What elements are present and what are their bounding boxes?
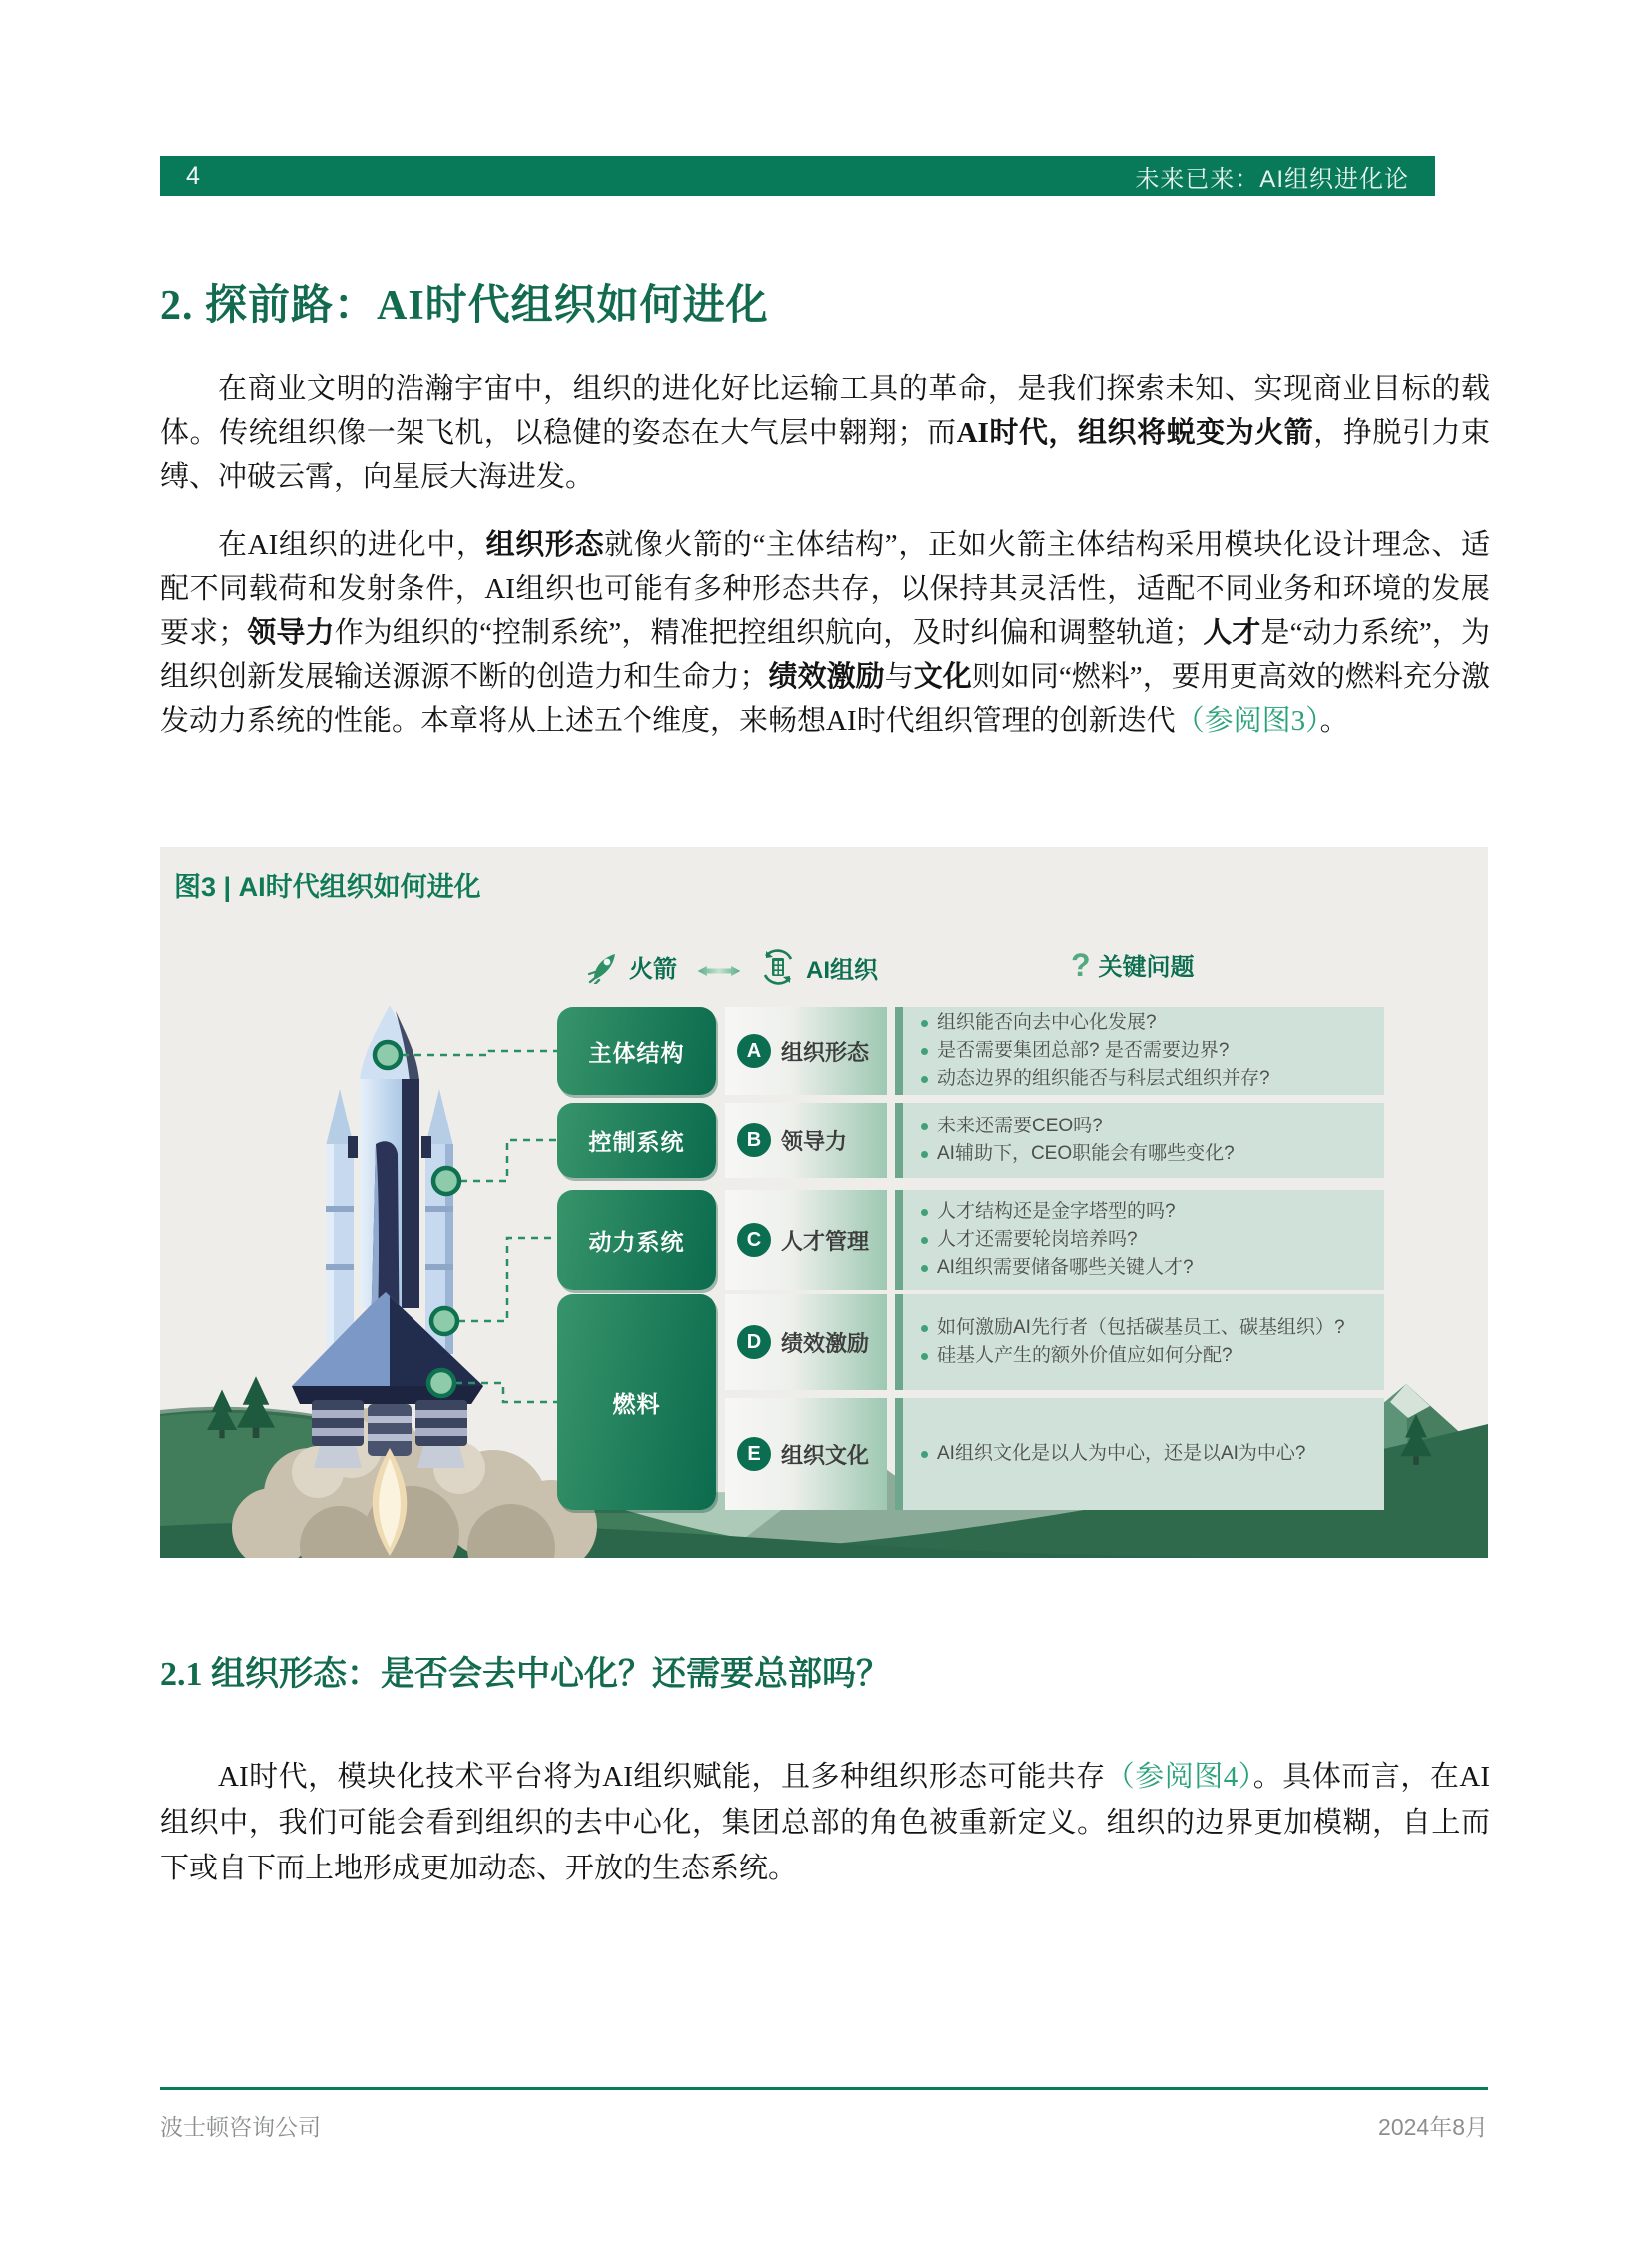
body-text: 与 <box>884 661 914 693</box>
emphasis-text: 文化 <box>913 661 972 693</box>
question-item: AI组织文化是以人为中心，还是以AI为中心? <box>919 1440 1305 1468</box>
figure-title: 图3 | AI时代组织如何进化 <box>174 872 481 902</box>
anchor-dot <box>375 1042 459 1396</box>
dimension-name: 绩效激励 <box>781 1330 870 1356</box>
paragraph-3 <box>160 1754 1490 1891</box>
question-item: 人才结构还是金字塔型的吗? <box>919 1198 1194 1226</box>
question-item: AI辅助下，CEO职能会有哪些变化? <box>919 1140 1235 1168</box>
body-text: 作为组织的“控制系统”，精准把控组织航向，及时纠偏和调整轨道； <box>334 617 1204 649</box>
emphasis-text: AI时代，组织将蜕变为火箭 <box>956 417 1314 449</box>
letter-badge: B <box>737 1123 771 1157</box>
body-text: 就像火箭的“主体结构”，正如火箭主体结构采用模块化设计理念、适配不同载荷和发射条件，AI组织也可能有多种形态共存，以保持其灵活性，适配不同业务和环境的发展要求； <box>160 529 1490 649</box>
section-title: 2. 探前路：AI时代组织如何进化 <box>160 283 769 329</box>
question-item: 人才还需要轮岗培养吗? <box>919 1226 1194 1254</box>
key-questions <box>895 1190 1384 1290</box>
dimension-name: 人才管理 <box>781 1228 870 1254</box>
emphasis-text: 人才 <box>1203 617 1261 649</box>
dimension-name: 组织形态 <box>781 1039 870 1065</box>
page-number: 4 <box>186 161 200 190</box>
question-item: 是否需要集团总部? 是否需要边界? <box>919 1037 1270 1065</box>
paragraph-2 <box>160 523 1490 743</box>
question-item: 未来还需要CEO吗? <box>919 1113 1235 1140</box>
footer-date: 2024年8月 <box>1378 2114 1488 2140</box>
emphasis-text: 组织形态 <box>485 529 605 561</box>
header-title: 未来已来：AI组织进化论 <box>1135 165 1409 193</box>
question-item: 如何激励AI先行者（包括碳基员工、碳基组织）? <box>919 1314 1345 1342</box>
body-text: 在AI组织的进化中， <box>218 529 486 561</box>
rocket-part-label: 动力系统 <box>557 1190 716 1290</box>
org-dimension <box>725 1398 887 1510</box>
dimension-name: 领导力 <box>781 1128 848 1154</box>
key-questions <box>895 1294 1384 1390</box>
dimension-name: 组织文化 <box>781 1442 870 1468</box>
subsection-title: 2.1 组织形态：是否会去中心化？还需要总部吗？ <box>160 1656 890 1693</box>
org-dimension <box>725 1103 887 1178</box>
org-dimension <box>725 1190 887 1290</box>
figure-mapping-table <box>557 1007 1386 1551</box>
key-questions <box>895 1007 1384 1095</box>
page-header <box>160 156 1435 196</box>
body-text: 是“动力系统”，为组织创新发展输送源源不断的创造力和生命力； <box>160 617 1490 693</box>
legend-questions-label: 关键问题 <box>1098 954 1195 981</box>
rocket-part-label: 主体结构 <box>557 1007 716 1095</box>
body-text: 在商业文明的浩瀚宇宙中，组织的进化好比运输工具的革命，是我们探索未知、实现商业目标的载体。传统组织像一架飞机，以稳健的姿态在大气层中翱翔；而 <box>160 374 1490 449</box>
question-icon: ? <box>1071 946 1091 983</box>
body-text: 。 <box>1319 705 1349 737</box>
body-text: 。具体而言，在AI组织中，我们可能会看到组织的去中心化，集团总部的角色被重新定义。组织的边界更加模糊，自上而下或自下而上地形成更加动态、开放的生态系统。 <box>160 1761 1490 1884</box>
question-item: 硅基人产生的额外价值应如何分配? <box>919 1342 1345 1370</box>
rocket-part-label: 控制系统 <box>557 1103 716 1178</box>
org-dimension <box>725 1007 887 1095</box>
body-text: ，挣脱引力束缚、冲破云霄，向星辰大海进发。 <box>160 417 1490 493</box>
footer-divider <box>160 2087 1488 2090</box>
letter-badge: D <box>737 1325 771 1359</box>
figure-3 <box>160 847 1488 1558</box>
rocket-part-label: 燃料 <box>557 1294 716 1510</box>
question-item: 动态边界的组织能否与科层式组织并存? <box>919 1065 1270 1093</box>
footer-company: 波士顿咨询公司 <box>160 2114 321 2140</box>
figure-reference-link[interactable]: （参阅图3） <box>1175 705 1320 737</box>
org-dimension <box>725 1294 887 1390</box>
key-questions <box>895 1398 1384 1510</box>
letter-badge: C <box>737 1223 771 1257</box>
body-text: AI时代，模块化技术平台将为AI组织赋能，且多种组织形态可能共存 <box>218 1761 1106 1793</box>
question-item: AI组织需要储备哪些关键人才? <box>919 1254 1194 1282</box>
emphasis-text: 领导力 <box>247 617 335 649</box>
key-questions <box>895 1103 1384 1178</box>
letter-badge: E <box>737 1437 771 1471</box>
paragraph-1 <box>160 368 1490 499</box>
emphasis-text: 绩效激励 <box>768 661 885 693</box>
figure-reference-link[interactable]: （参阅图4） <box>1105 1761 1253 1793</box>
legend-rocket-label: 火箭 <box>629 956 677 983</box>
legend-ai-org-label: AI组织 <box>806 956 878 984</box>
letter-badge: A <box>737 1034 771 1068</box>
question-item: 组织能否向去中心化发展? <box>919 1009 1270 1037</box>
body-text: 则如同“燃料”，要用更高效的燃料充分激发动力系统的性能。本章将从上述五个维度，来畅想AI时代组织管理的创新迭代 <box>160 661 1490 737</box>
